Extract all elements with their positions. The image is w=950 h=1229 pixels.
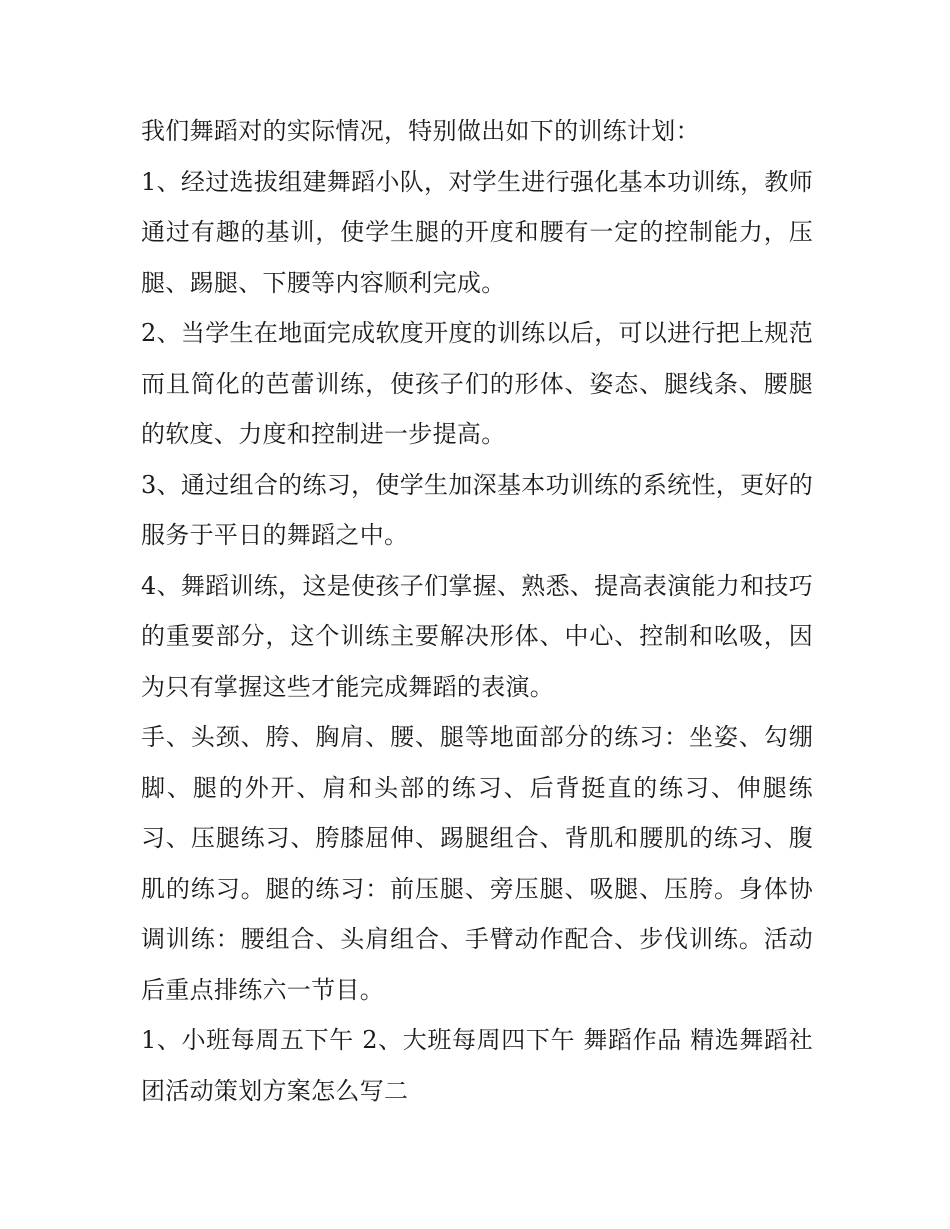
paragraph-item-2: 2、当学生在地面完成软度开度的训练以后，可以进行把上规范而且简化的芭蕾训练，使孩子们的形体、姿态、腿线条、腰腿的软度、力度和控制进一步提高。 xyxy=(141,319,813,448)
paragraph-exercises: 手、头颈、胯、胸肩、腰、腿等地面部分的练习：坐姿、勾绷脚、腿的外开、肩和头部的练习、后背挺直的练习、伸腿练习、压腿练习、胯膝屈伸、踢腿组合、背肌和腰肌的练习、腹肌的练习。腿的练习：前压腿、旁压腿、吸腿、压胯。身体协调训练：腰组合、头肩组合、手臂动作配合、步伐训练。活动后重点排练六一节目。 xyxy=(141,723,813,1004)
paragraph-item-1: 1、经过选拔组建舞蹈小队，对学生进行强化基本功训练，教师通过有趣的基训，使学生腿的开度和腰有一定的控制能力，压腿、踢腿、下腰等内容顺利完成。 xyxy=(141,167,813,297)
paragraph-item-4: 4、舞蹈训练，这是使孩子们掌握、熟悉、提高表演能力和技巧的重要部分，这个训练主要解决形体、中心、控制和吆吸，因为只有掌握这些才能完成舞蹈的表演。 xyxy=(141,571,813,701)
document-body xyxy=(141,106,813,1116)
paragraph-schedule: 1、小班每周五下午 2、大班每周四下午 舞蹈作品 精选舞蹈社团活动策划方案怎么写二 xyxy=(141,1026,813,1105)
paragraph-intro: 我们舞蹈对的实际情况，特别做出如下的训练计划： xyxy=(141,117,700,145)
paragraph-item-3: 3、通过组合的练习，使学生加深基本功训练的系统性，更好的服务于平日的舞蹈之中。 xyxy=(141,470,813,549)
